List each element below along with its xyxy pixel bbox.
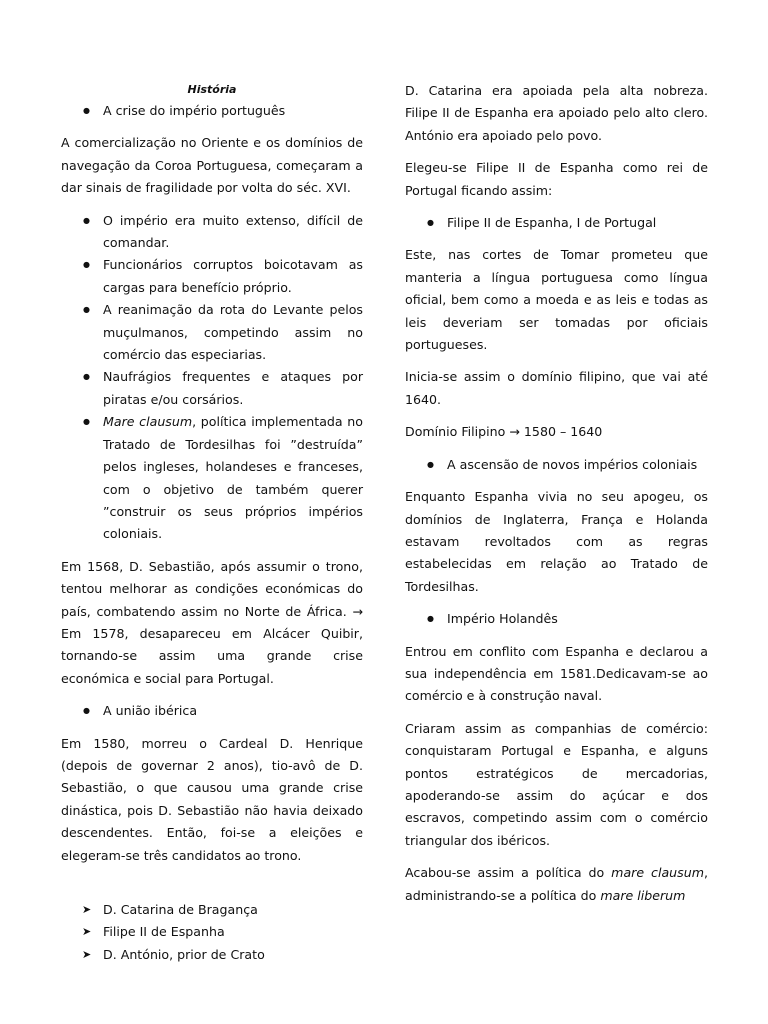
text-span: Acabou-se assim a política do [405,865,612,881]
paragraph-eleicao: Elegeu-se Filipe II de Espanha como rei de Portugal ficando assim: [405,160,708,198]
heading-imperio-holandes: ● Império Holandês [405,608,708,630]
paragraph-cortes-tomar: Este, nas cortes de Tomar prometeu que manteria a língua portuguesa como língua oficial, bem como a moeda e as leis e todas as leis deveriam ser tomadas por oficiais portugueses. [405,247,708,353]
paragraph-dominio: Inicia-se assim o domínio filipino, que vai até 1640. [405,369,708,407]
mare-clausum-term: Mare clausum [103,414,193,430]
list-item: ● Filipe II de Espanha, I de Portugal [405,212,708,234]
heading-list-5 [405,608,708,630]
heading-list-4 [405,454,708,476]
heading-list-3 [405,212,708,234]
list-item: ● Funcionários corruptos boicotavam as cargas para benefício próprio. [61,254,363,299]
paragraph-conflito: Entrou em conflito com Espanha e declarou a sua independência em 1581.Dedicavam-se ao comércio e à construção naval. [405,643,708,704]
right-column [405,80,708,917]
paragraph-dominio-datas: Domínio Filipino → 1580 – 1640 [405,424,603,440]
list-item: ➤ D. Catarina de Bragança [61,899,363,921]
list-item-text: , política implementada no Tratado de Tordesilhas foi ”destruída” pelos ingleses, holandeses e franceses, com o objetivo de também querer ”construir os seus próprios impérios coloniais. [103,414,363,542]
mare-clausum-term: mare clausum [611,865,704,881]
heading-novos-imperios: ● A ascensão de novos impérios coloniais [405,454,708,476]
paragraph-companhias: Criaram assim as companhias de comércio: conquistaram Portugal e Espanha, e alguns pontos estratégicos de mercadorias, apoderando-se assim do açúcar e dos escravos, competindo assim com o comércio triangular dos ibéricos. [405,720,708,848]
paragraph-sebastiao: Em 1568, D. Sebastião, após assumir o trono, tentou melhorar as condições económicas do país, combatendo assim no Norte de África. → Em 1578, desapareceu em Alcácer Quibir, tornando-se assim uma grande crise económica e social para Portugal. [61,558,363,686]
page-title: História [187,83,237,96]
heading-uniao-iberica: ● A união ibérica [61,700,363,722]
heading-list-2 [61,700,363,722]
list-item: ● Naufrágios frequentes e ataques por piratas e/ou corsários. [61,366,363,411]
heading-list-1 [61,100,363,122]
candidates-list [61,899,363,966]
left-column [61,80,363,976]
list-item [61,411,363,545]
paragraph-intro: A comercialização no Oriente e os domínios de navegação da Coroa Portuguesa, começaram a dar sinais de fragilidade por volta do séc. XVI. [61,135,363,196]
paragraph-cardeal: Em 1580, morreu o Cardeal D. Henrique (depois de governar 2 anos), tio-avô de D. Sebastião, o que causou uma grande crise dinástica, pois D. Sebastião não havia deixado descendentes. Então, foi-se a eleições e elegeram-se três candidatos ao trono. [61,735,363,863]
text-span: , administrando-se a política do [405,865,708,903]
list-item: ● O império era muito extenso, difícil de comandar. [61,210,363,255]
paragraph-apogeu: Enquanto Espanha vivia no seu apogeu, os domínios de Inglaterra, França e Holanda estavam revoltados com as regras estabelecidas em relação ao Tratado de Tordesilhas. [405,489,708,594]
list-item: ➤ Filipe II de Espanha [61,921,363,943]
paragraph-mare-liberum [405,862,708,907]
paragraph-apoios: D. Catarina era apoiada pela alta nobreza. Filipe II de Espanha era apoiado pelo alto clero. António era apoiado pelo povo. [405,83,708,143]
heading-crise: ● A crise do império português [61,100,363,122]
causes-list [61,210,363,546]
mare-liberum-term: mare liberum [600,887,686,903]
list-item: ● A reanimação da rota do Levante pelos muçulmanos, competindo assim no comércio das especiarias. [61,299,363,366]
list-item: ➤ D. António, prior de Crato [61,944,363,966]
